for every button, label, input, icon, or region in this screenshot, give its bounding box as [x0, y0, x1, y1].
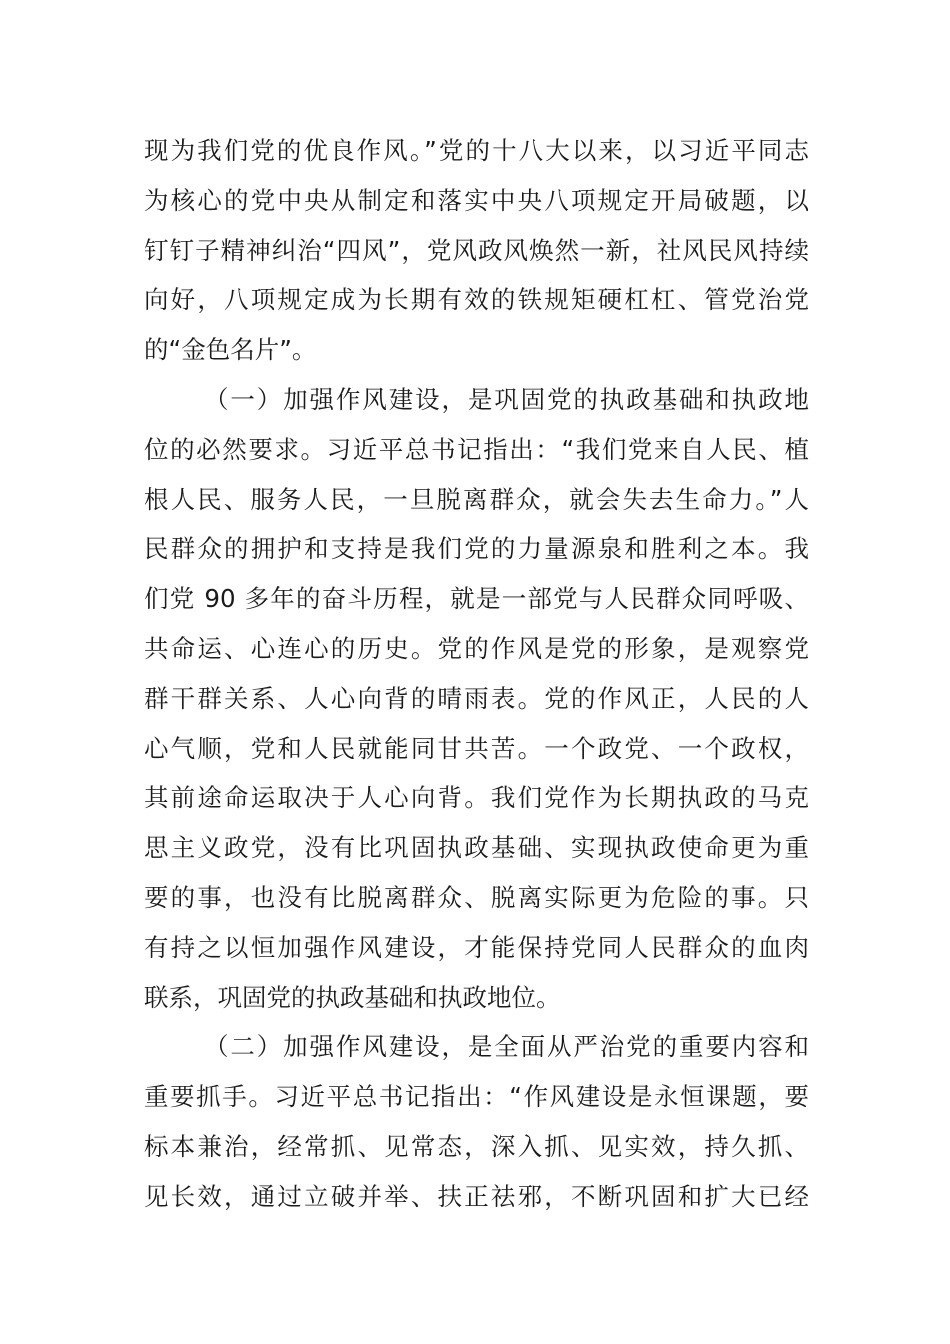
body-text	[144, 126, 809, 1222]
text-line: 共命运、心连心的历史。党的作风是党的形象，是观察党	[144, 633, 809, 663]
section-heading-line: （二）加强作风建设，是全面从严治党的重要内容和	[204, 1032, 809, 1062]
text-line: 们党 90 多年的奋斗历程，就是一部党与人民群众同呼吸、	[144, 584, 809, 614]
text-line: 民群众的拥护和支持是我们党的力量源泉和胜利之本。我	[144, 534, 809, 564]
text-line: 为核心的党中央从制定和落实中央八项规定开局破题，以	[144, 185, 809, 215]
text-line: 联系，巩固党的执政基础和执政地位。	[144, 982, 561, 1012]
text-line: 向好，八项规定成为长期有效的铁规矩硬杠杠、管党治党	[144, 285, 809, 315]
text-line: 心气顺，党和人民就能同甘共苦。一个政党、一个政权，	[144, 733, 809, 763]
text-line: 位的必然要求。习近平总书记指出：“我们党来自人民、植	[144, 434, 809, 464]
text-line: 有持之以恒加强作风建设，才能保持党同人民群众的血肉	[144, 932, 809, 962]
text-line: 要的事，也没有比脱离群众、脱离实际更为危险的事。只	[144, 882, 809, 912]
text-line: 思主义政党，没有比巩固执政基础、实现执政使命更为重	[144, 833, 809, 863]
section-heading-line: （一）加强作风建设，是巩固党的执政基础和执政地	[204, 384, 809, 414]
text-line: 现为我们党的优良作风。”党的十八大以来，以习近平同志	[144, 136, 809, 165]
text-line: 见长效，通过立破并举、扶正祛邪，不断巩固和扩大已经	[144, 1181, 809, 1211]
text-line: 重要抓手。习近平总书记指出：“作风建设是永恒课题，要	[144, 1082, 809, 1112]
text-line: 其前途命运取决于人心向背。我们党作为长期执政的马克	[144, 783, 809, 813]
text-line: 群干群关系、人心向背的晴雨表。党的作风正，人民的人	[144, 683, 809, 713]
text-line: 标本兼治，经常抓、见常态，深入抓、见实效，持久抓、	[144, 1131, 809, 1161]
text-line: 的“金色名片”。	[144, 335, 317, 365]
text-line: 根人民、服务人民，一旦脱离群众，就会失去生命力。”人	[144, 484, 809, 514]
text-line: 钉钉子精神纠治“四风”，党风政风焕然一新，社风民风持续	[144, 235, 809, 265]
